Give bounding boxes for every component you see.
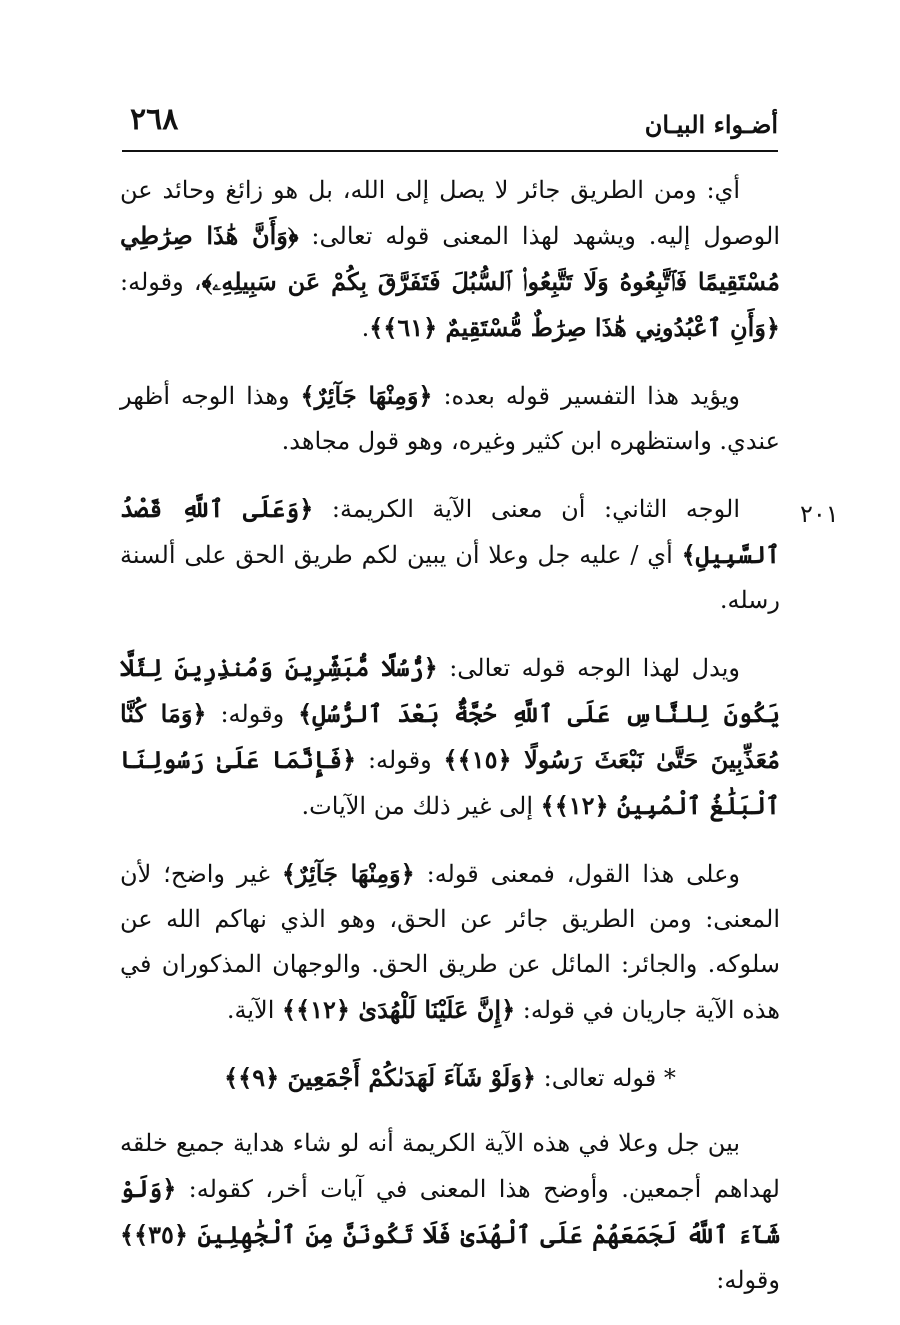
book-title: أضـواء البيـان (644, 110, 778, 139)
paragraph-4 (120, 645, 780, 829)
page-number: ٢٦٨ (130, 102, 179, 137)
quran-verse: ﴿وَأَنِ ٱعْبُدُونِي هَٰذَا صِرَٰطٌ مُّسْتَقِيمٌ ﴿٦١﴾﴾ (369, 313, 780, 342)
paragraph-6 (120, 1121, 780, 1303)
star-marker: * (656, 1064, 676, 1092)
margin-page-reference: ٢٠١ (800, 500, 839, 528)
page-header (122, 100, 778, 152)
quran-verse: ﴿وَمَا كُنَّا مُعَذِّبِينَ حَتَّىٰ نَبْعَثَ رَسُولًا ﴿١٥﴾﴾ (120, 699, 780, 774)
text: الوجه الثاني: أن معنى الآية الكريمة: (313, 495, 740, 523)
text: بين جل وعلا في هذه الآية الكريمة أنه لو شاء هداية جميع خلقه لهداهم أجمعين. وأوضح هذا المعنى في آيات أخر، كقوله: (120, 1129, 780, 1203)
quran-verse: ﴿وَأَنَّ هَٰذَا صِرَٰطِي مُسْتَقِيمًا فَٱتَّبِعُوهُ وَلَا تَتَّبِعُوا۟ ٱلسُّبُلَ فَتَفَرَّقَ بِكُمْ عَن سَبِيلِهِۦ﴾ (120, 221, 780, 296)
text: أي / عليه جل وعلا أن يبين لكم طريق الحق على ألسنة رسله. (120, 541, 780, 614)
quran-verse: ﴿وَعَلَى ٱللَّهِ قَصْدُ ٱلسَّبِيلِ﴾ (120, 494, 780, 569)
page-body (120, 168, 780, 1325)
paragraph-1 (120, 168, 780, 351)
paragraph-2 (120, 373, 780, 464)
section-heading (120, 1055, 780, 1101)
text: وقوله: (206, 700, 299, 728)
quran-verse: ﴿وَمِنْهَا جَآئِرٌ﴾ (300, 381, 433, 410)
text: وقوله: (356, 746, 444, 774)
text: غير واضح؛ لأن المعنى: ومن الطريق جائر عن الحق، وهو الذي نهاكم الله عن سلوكه. والجائر: المائل عن طريق الحق. والوجهان المذكوران في هذه الآية جاريان في قوله: (120, 860, 780, 1024)
text: . (361, 314, 370, 342)
quran-verse: ﴿وَلَوْ شَآءَ لَهَدَىٰكُمْ أَجْمَعِينَ ﴿٩﴾﴾ (224, 1063, 536, 1092)
text: الآية. (226, 996, 282, 1024)
text: أي: ومن الطريق جائر لا يصل إلى الله، بل هو زائغ وحائد عن الوصول إليه. ويشهد لهذا المعنى قوله تعالى: (120, 176, 780, 250)
paragraph-5 (120, 851, 780, 1033)
text: وقوله: (716, 1266, 780, 1294)
text: إلى غير ذلك من الآيات. (301, 792, 541, 820)
text: وعلى هذا القول، فمعنى قوله: (414, 860, 740, 888)
quran-verse: ﴿فَإِنَّمَا عَلَىٰ رَسُولِنَا ٱلْبَلَٰغُ ٱلْمُبِينُ ﴿١٢﴾﴾ (120, 745, 780, 820)
quran-verse: ﴿وَمِنْهَا جَآئِرٌ﴾ (281, 859, 415, 888)
text: ويؤيد هذا التفسير قوله بعده: (432, 382, 740, 410)
quran-verse: ﴿إِنَّ عَلَيْنَا لَلْهُدَىٰ ﴿١٢﴾﴾ (282, 995, 516, 1024)
text: قوله تعالى: (536, 1064, 657, 1092)
paragraph-3 (120, 486, 780, 623)
text: ، وقوله: (120, 268, 202, 296)
quran-verse: ﴿رُّسُلًا مُّبَشِّرِينَ وَمُنذِرِينَ لِئَلَّا يَكُونَ لِلنَّاسِ عَلَى ٱللَّهِ حُجَّةٌۢ بَعْدَ ٱلرُّسُلِ﴾ (120, 653, 781, 728)
quran-verse: ﴿وَلَوْ شَآءَ ٱللَّهُ لَجَمَعَهُمْ عَلَى ٱلْهُدَىٰ فَلَا تَكُونَنَّ مِنَ ٱلْجَٰهِلِينَ ﴿٣٥﴾﴾ (120, 1174, 780, 1249)
text: ويدل لهذا الوجه قوله تعالى: (437, 654, 740, 682)
text: وهذا الوجه أظهر عندي. واستظهره ابن كثير وغيره، وهو قول مجاهد. (120, 382, 780, 455)
